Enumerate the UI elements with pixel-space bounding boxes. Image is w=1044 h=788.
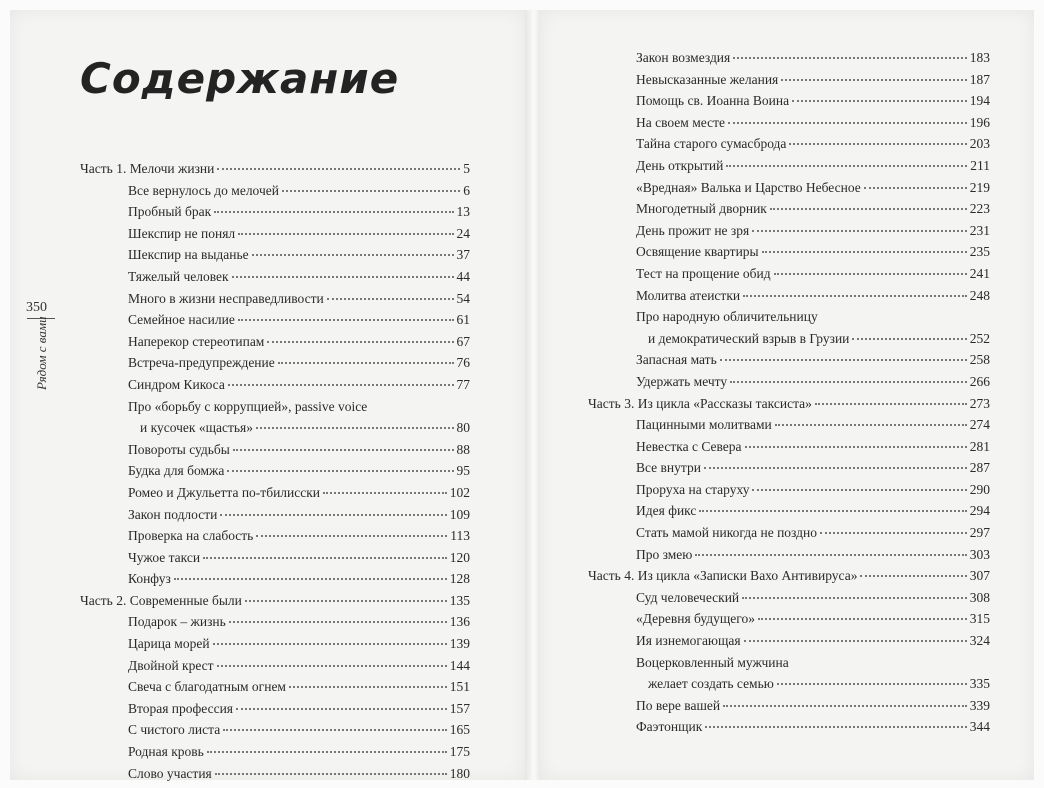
toc-leader-dots	[256, 426, 454, 429]
toc-entry	[80, 309, 470, 331]
toc-entry-page: 139	[449, 636, 470, 652]
toc-entry-title: Слово участия	[128, 765, 212, 781]
toc-entry-page: 231	[969, 222, 990, 238]
toc-entry-title: «Вредная» Валька и Царство Небесное	[636, 179, 861, 195]
toc-leader-dots	[705, 725, 966, 728]
toc-entry-page: 335	[969, 676, 990, 692]
toc-entry	[80, 460, 470, 482]
toc-leader-dots	[323, 491, 447, 494]
toc-entry	[80, 180, 470, 202]
toc-entry-title: День прожит не зря	[636, 222, 750, 238]
toc-entry-title: Про «борьбу с коррупцией», passive voice	[128, 398, 368, 414]
toc-entry	[588, 695, 990, 717]
toc-entry-title: Молитва атеистки	[636, 287, 741, 303]
toc-entry	[80, 374, 470, 396]
toc-leader-dots	[232, 275, 454, 278]
toc-part-heading	[588, 393, 990, 415]
toc-entry-title: Идея фикс	[636, 503, 697, 519]
toc-entry-title: Родная кровь	[128, 744, 204, 760]
toc-entry	[80, 244, 470, 266]
toc-entry	[588, 630, 990, 652]
toc-entry-title: Шекспир не понял	[128, 225, 236, 241]
toc-entry-title: Пацинными молитвами	[636, 417, 772, 433]
toc-leader-dots	[762, 250, 967, 253]
toc-entry	[80, 741, 470, 763]
toc-entry-title: Семейное насилие	[128, 312, 235, 328]
toc-entry	[588, 371, 990, 393]
toc-entry-title: Многодетный дворник	[636, 201, 767, 217]
toc-entry-title: Синдром Кикоса	[128, 376, 225, 392]
toc-entry	[588, 90, 990, 112]
toc-entry-title: Воцерковленный мужчина	[636, 654, 789, 670]
toc-entry-page: 175	[449, 744, 470, 760]
toc-entry-title: Тайна старого сумасброда	[636, 136, 787, 152]
toc-entry-page: 274	[969, 417, 990, 433]
toc-leader-dots	[174, 577, 447, 580]
toc-entry-page: 203	[969, 136, 990, 152]
toc-entry-title: Часть 1. Мелочи жизни	[80, 161, 215, 176]
toc-entry-page: 219	[969, 179, 990, 195]
toc-entry-page: 297	[969, 525, 990, 541]
page-title: Содержание	[80, 54, 400, 103]
toc-entry-page: 194	[969, 93, 990, 109]
toc-entry-title: По вере вашей	[636, 697, 721, 713]
toc-entry	[80, 525, 470, 547]
toc-leader-dots	[743, 294, 967, 297]
toc-leader-dots	[704, 466, 967, 469]
toc-entry	[588, 241, 990, 263]
toc-entry-page: 61	[456, 312, 470, 328]
toc-leader-dots	[278, 361, 454, 364]
toc-entry	[588, 608, 990, 630]
toc-entry-page: 252	[969, 330, 990, 346]
toc-entry-title: Будка для бомжа	[128, 463, 225, 479]
toc-entry-page: 37	[456, 247, 470, 263]
toc-leader-dots	[370, 407, 467, 408]
toc-leader-dots	[723, 704, 967, 707]
toc-entry-title: Ия изнемогающая	[636, 633, 741, 649]
toc-leader-dots	[215, 772, 447, 775]
toc-entry-title: Часть 3. Из цикла «Рассказы таксиста»	[588, 395, 812, 411]
page-number: 350	[26, 300, 47, 315]
toc-entry	[588, 479, 990, 501]
toc-entry	[80, 266, 470, 288]
toc-entry	[588, 457, 990, 479]
toc-leader-dots	[792, 99, 967, 102]
toc-leader-dots	[217, 167, 460, 170]
toc-leader-dots	[726, 164, 967, 167]
toc-entry-page: 180	[449, 765, 470, 781]
toc-entry-page: 339	[969, 697, 990, 713]
toc-entry	[588, 652, 990, 674]
toc-entry	[588, 47, 990, 69]
toc-entry	[588, 306, 990, 328]
toc-entry-page: 211	[970, 157, 990, 173]
toc-leader-dots	[730, 380, 967, 383]
toc-leader-dots	[860, 574, 966, 577]
toc-entry-page: 258	[969, 352, 990, 368]
toc-entry-page: 120	[449, 549, 470, 565]
toc-entry-title: Тяжелый человек	[128, 268, 229, 284]
toc-entry	[588, 500, 990, 522]
toc-entry-title: Невестка с Севера	[636, 438, 742, 454]
toc-leader-dots	[821, 317, 987, 318]
toc-entry-page: 88	[456, 441, 470, 457]
toc-right-list	[588, 47, 990, 738]
toc-entry-page: 187	[969, 71, 990, 87]
toc-entry-title: Наперекор стереотипам	[128, 333, 265, 349]
toc-entry-page: 80	[456, 420, 470, 436]
toc-entry	[80, 288, 470, 310]
toc-entry	[588, 112, 990, 134]
toc-entry	[588, 673, 990, 695]
toc-entry-page: 109	[449, 506, 470, 522]
toc-leader-dots	[744, 639, 967, 642]
toc-entry	[588, 436, 990, 458]
toc-entry-page: 315	[969, 611, 990, 627]
toc-entry	[80, 504, 470, 526]
toc-entry-page: 76	[456, 355, 470, 371]
toc-entry-title: Шекспир на выданье	[128, 247, 249, 263]
toc-leader-dots	[236, 707, 447, 710]
toc-entry-page: 294	[969, 503, 990, 519]
toc-leader-dots	[217, 664, 447, 667]
toc-entry-title: и демократический взрыв в Грузии	[648, 330, 850, 346]
toc-leader-dots	[233, 448, 454, 451]
toc-leader-dots	[256, 534, 447, 537]
toc-entry-page: 196	[969, 114, 990, 130]
toc-entry-title: На своем месте	[636, 114, 725, 130]
toc-entry	[80, 396, 470, 418]
toc-leader-dots	[852, 337, 966, 340]
toc-entry-title: Встреча-предупреждение	[128, 355, 275, 371]
toc-entry-title: Запасная мать	[636, 352, 717, 368]
toc-leader-dots	[820, 531, 967, 534]
toc-leader-dots	[220, 513, 446, 516]
toc-leader-dots	[752, 488, 966, 491]
toc-entry	[588, 198, 990, 220]
toc-entry	[80, 611, 470, 633]
toc-entry-page: 24	[456, 225, 470, 241]
toc-entry-page: 54	[456, 290, 470, 306]
toc-entry-page: 266	[969, 373, 990, 389]
toc-leader-dots	[238, 232, 453, 235]
toc-leader-dots	[745, 445, 967, 448]
toc-entry-title: Много в жизни несправедливости	[128, 290, 324, 306]
toc-entry-page: 77	[456, 376, 470, 392]
toc-entry	[80, 547, 470, 569]
toc-leader-dots	[228, 383, 454, 386]
toc-leader-dots	[214, 210, 453, 213]
toc-entry-page: 113	[450, 528, 470, 544]
toc-part-heading	[80, 158, 470, 180]
book-gutter	[525, 10, 540, 780]
toc-entry-page: 44	[456, 268, 470, 284]
toc-entry-page: 144	[449, 657, 470, 673]
toc-entry	[588, 220, 990, 242]
toc-entry	[80, 201, 470, 223]
toc-leader-dots	[781, 78, 966, 81]
toc-entry	[588, 285, 990, 307]
toc-leader-dots	[207, 750, 447, 753]
toc-entry	[588, 716, 990, 738]
toc-entry	[80, 482, 470, 504]
toc-entry-title: Про народную обличительницу	[636, 309, 818, 325]
toc-leader-dots	[282, 189, 460, 192]
toc-entry	[588, 522, 990, 544]
toc-part-heading	[588, 565, 990, 587]
toc-entry-title: Двойной крест	[128, 657, 214, 673]
toc-entry-title: Про змею	[636, 546, 693, 562]
toc-leader-dots	[699, 509, 966, 512]
toc-entry-title: Невысказанные желания	[636, 71, 779, 87]
toc-entry-title: Освящение квартиры	[636, 244, 759, 260]
toc-entry	[80, 568, 470, 590]
toc-entry-title: Все внутри	[636, 460, 701, 476]
toc-entry	[588, 414, 990, 436]
toc-entry-title: Ромео и Джульетта по-тбилисски	[128, 484, 321, 500]
toc-entry-page: 235	[969, 244, 990, 260]
toc-entry-title: Часть 4. Из цикла «Записки Вахо Антивируса»	[588, 568, 858, 584]
toc-leader-dots	[758, 617, 967, 620]
toc-leader-dots	[815, 402, 967, 405]
toc-entry-page: 165	[449, 722, 470, 738]
toc-entry	[588, 328, 990, 350]
toc-leader-dots	[792, 663, 987, 664]
toc-entry-page: 6	[463, 182, 470, 198]
toc-leader-dots	[327, 297, 454, 300]
toc-entry-page: 157	[449, 700, 470, 716]
toc-entry-title: Царица морей	[128, 636, 210, 652]
toc-entry-page: 324	[969, 633, 990, 649]
toc-entry-title: желает создать семью	[648, 676, 774, 692]
toc-leader-dots	[728, 121, 967, 124]
toc-entry	[588, 349, 990, 371]
toc-entry	[80, 633, 470, 655]
toc-entry	[588, 69, 990, 91]
toc-entry-page: 13	[456, 204, 470, 220]
toc-left-list	[80, 158, 470, 784]
toc-leader-dots	[733, 56, 967, 59]
toc-leader-dots	[770, 207, 967, 210]
toc-entry-title: Удержать мечту	[636, 373, 728, 389]
toc-entry-title: Подарок – жизнь	[128, 614, 226, 630]
toc-leader-dots	[695, 553, 966, 556]
toc-entry-title: Пробный брак	[128, 204, 212, 220]
toc-entry-title: Тест на прощение обид	[636, 265, 771, 281]
toc-entry-title: Закон подлости	[128, 506, 218, 522]
toc-entry	[588, 263, 990, 285]
toc-leader-dots	[774, 272, 967, 275]
toc-entry	[588, 177, 990, 199]
toc-entry	[588, 544, 990, 566]
toc-entry-title: «Деревня будущего»	[636, 611, 756, 627]
toc-entry	[80, 352, 470, 374]
toc-entry-title: День открытий	[636, 157, 724, 173]
toc-leader-dots	[864, 186, 967, 189]
toc-entry-title: Свеча с благодатным огнем	[128, 679, 286, 695]
toc-leader-dots	[203, 556, 447, 559]
running-title: Рядом с вами	[34, 316, 49, 390]
toc-leader-dots	[720, 358, 967, 361]
toc-entry-page: 151	[449, 679, 470, 695]
toc-entry	[588, 133, 990, 155]
toc-entry	[80, 676, 470, 698]
toc-entry-page: 223	[969, 201, 990, 217]
toc-entry-title: Все вернулось до мелочей	[128, 182, 279, 198]
toc-part-heading	[80, 590, 470, 612]
toc-entry-page: 136	[449, 614, 470, 630]
toc-entry-title: Часть 2. Современные были	[80, 592, 242, 608]
toc-leader-dots	[213, 642, 447, 645]
toc-entry-page: 290	[969, 481, 990, 497]
toc-entry-title: С чистого листа	[128, 722, 221, 738]
toc-entry	[80, 698, 470, 720]
toc-leader-dots	[742, 596, 967, 599]
toc-entry-page: 248	[969, 287, 990, 303]
toc-entry	[588, 587, 990, 609]
toc-entry-page: 273	[969, 395, 990, 411]
toc-leader-dots	[267, 340, 453, 343]
toc-leader-dots	[775, 423, 967, 426]
toc-entry-title: Стать мамой никогда не поздно	[636, 525, 817, 541]
toc-leader-dots	[229, 620, 447, 623]
toc-leader-dots	[289, 685, 447, 688]
toc-entry-page: 135	[449, 592, 470, 608]
toc-entry-page: 102	[449, 484, 470, 500]
toc-entry-title: Чужое такси	[128, 549, 201, 565]
toc-entry-title: Конфуз	[128, 571, 171, 587]
toc-entry-page: 281	[969, 438, 990, 454]
toc-entry	[80, 719, 470, 741]
toc-entry-title: Помощь св. Иоанна Воина	[636, 93, 790, 109]
toc-entry-title: Повороты судьбы	[128, 441, 230, 457]
toc-entry	[80, 763, 470, 785]
toc-entry	[80, 655, 470, 677]
toc-leader-dots	[227, 469, 453, 472]
toc-entry-page: 5	[463, 161, 470, 176]
toc-entry	[80, 439, 470, 461]
toc-entry-title: Суд человеческий	[636, 589, 740, 605]
toc-entry-page: 307	[969, 568, 990, 584]
toc-entry-page: 67	[456, 333, 470, 349]
toc-entry-title: и кусочек «щастья»	[140, 420, 253, 436]
toc-entry	[588, 155, 990, 177]
toc-entry	[80, 223, 470, 245]
toc-entry-page: 241	[969, 265, 990, 281]
toc-leader-dots	[752, 229, 967, 232]
toc-entry	[80, 331, 470, 353]
toc-entry-page: 344	[969, 719, 990, 735]
toc-leader-dots	[789, 142, 966, 145]
toc-entry-page: 128	[449, 571, 470, 587]
toc-entry-page: 95	[456, 463, 470, 479]
toc-entry	[80, 417, 470, 439]
toc-entry-page: 308	[969, 589, 990, 605]
toc-leader-dots	[223, 728, 447, 731]
toc-entry-title: Проверка на слабость	[128, 528, 254, 544]
toc-leader-dots	[252, 253, 454, 256]
toc-entry-title: Вторая профессия	[128, 700, 234, 716]
toc-entry-title: Закон возмездия	[636, 50, 731, 65]
toc-entry-page: 287	[969, 460, 990, 476]
toc-entry-page: 183	[969, 50, 990, 65]
toc-entry-title: Проруха на старуху	[636, 481, 750, 497]
toc-leader-dots	[238, 318, 454, 321]
toc-leader-dots	[777, 682, 967, 685]
toc-entry-title: Фаэтонщик	[636, 719, 703, 735]
toc-entry-page: 303	[969, 546, 990, 562]
toc-leader-dots	[245, 599, 447, 602]
